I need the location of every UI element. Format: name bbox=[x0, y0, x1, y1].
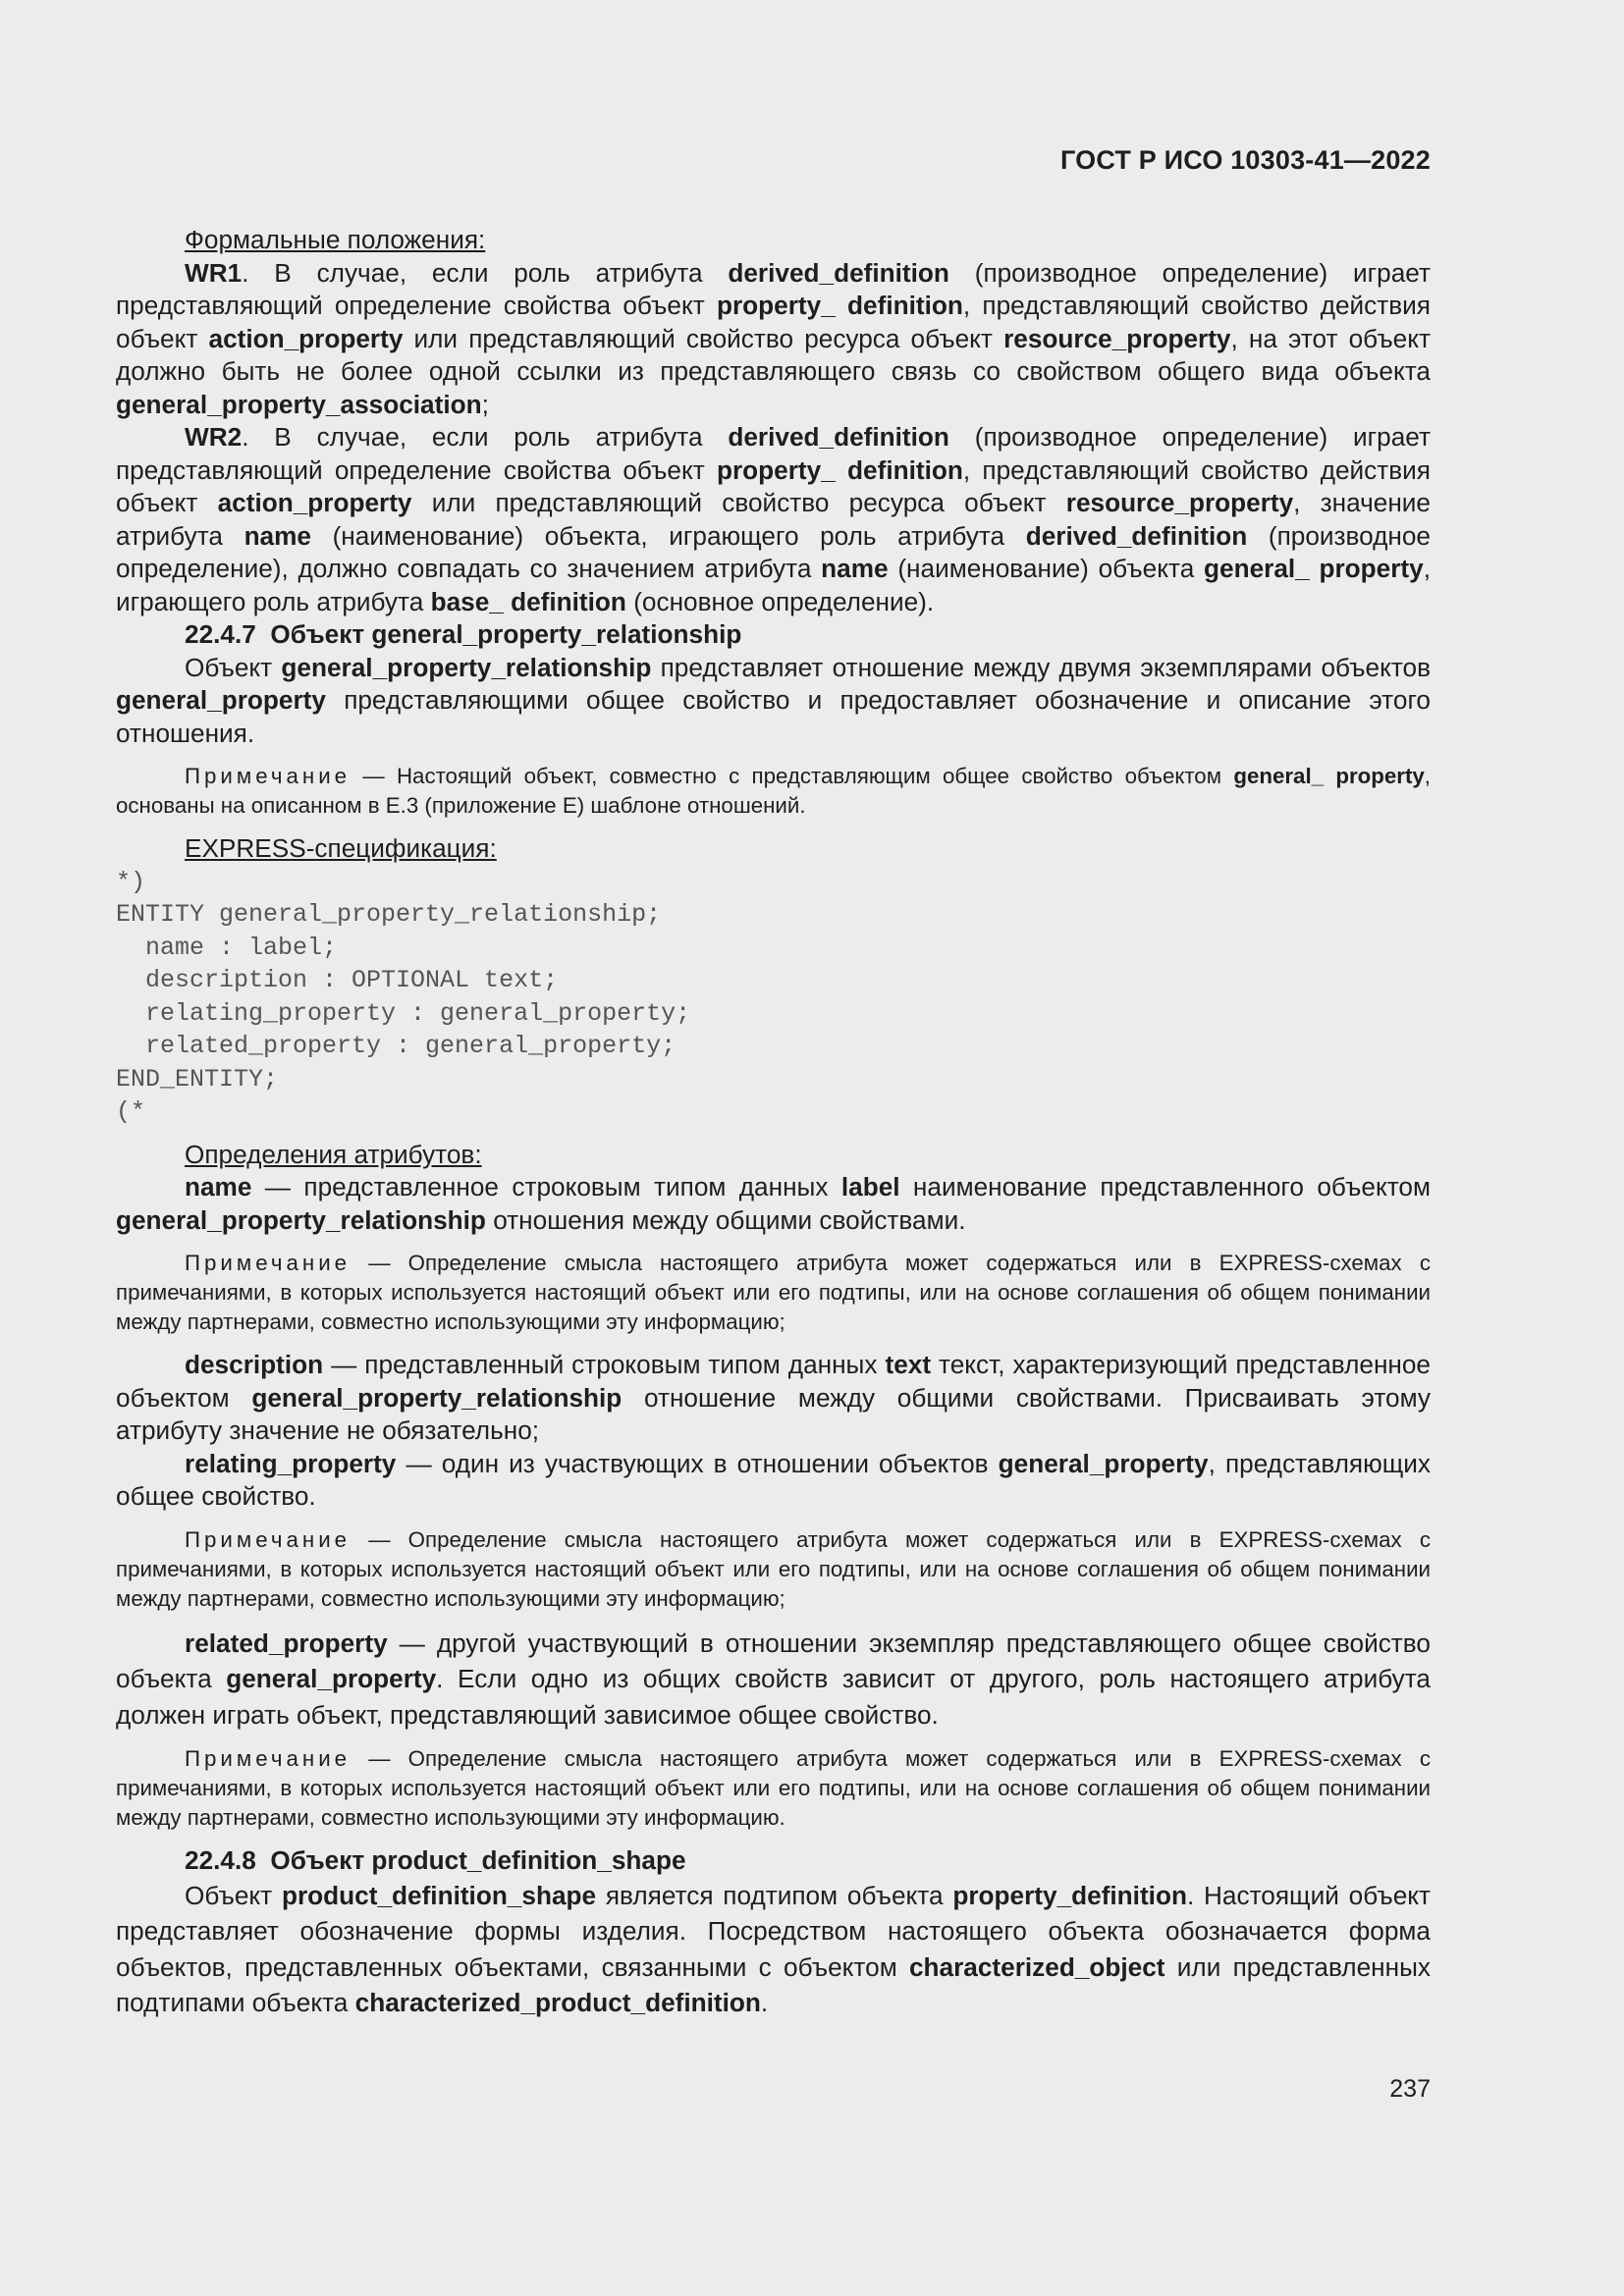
attr-description-paragraph bbox=[116, 1349, 1431, 1448]
bold-term: action_property bbox=[217, 488, 412, 517]
text-run: , значение атрибута bbox=[116, 488, 1431, 551]
text-run: наименование представленного объектом bbox=[899, 1172, 1431, 1201]
text-run: является подтипом объекта bbox=[596, 1880, 953, 1910]
bold-term: property_ definition bbox=[716, 291, 963, 320]
text-run: — другой участвующий в отношении экземпляр представляющего общее свойство объекта bbox=[116, 1628, 1431, 1693]
text-run: (наименование) объекта bbox=[888, 554, 1205, 583]
bold-term: characterized_object bbox=[908, 1951, 1165, 1982]
note-3: Примечание — Определение смысла настоящего атрибута может содержаться или в EXPRESS-схемах с примечаниями, в которых используется настоящий объект или его подтипы, или на основе соглашения об общем понимании между партнерами, совместно использующими эту информацию; bbox=[116, 1526, 1431, 1611]
text-run: или представляющий свойство ресурса объект bbox=[403, 323, 1004, 353]
bold-term: derived_definition bbox=[728, 422, 949, 452]
text-run: (производное определение) играет представляющий определение свойства объект bbox=[116, 422, 1431, 485]
text-run: , представляющих общее свойство. bbox=[116, 1448, 1431, 1511]
section-heading-2248: 22.4.8 Объект product_definition_shape bbox=[185, 1845, 686, 1875]
text-run: (производное определение), должно совпадать со значением атрибута bbox=[116, 520, 1431, 583]
text-run: . bbox=[760, 1988, 769, 2017]
note-1: Примечание — Настоящий объект, совместно с представляющим общее свойство объектом general_ property, основаны на описанном в Е.3 (приложение Е) шаблоне отношений. bbox=[116, 764, 1431, 818]
bold-term: product_definition_shape bbox=[281, 1880, 597, 1910]
text-run: . Если одно из общих свойств зависит от другого, роль настоящего атрибута должен играть объект, представляющий зависимое общее свойство. bbox=[116, 1664, 1431, 1730]
text-run: — Определение смысла настоящего атрибута может содержаться или в EXPRESS-схемах с примечаниями, в которых используется настоящий объект или его подтипы, или на основе соглашения об общем понимании между партнерами, совместно использующими эту информацию; bbox=[116, 1251, 1431, 1334]
bold-term: property_ definition bbox=[716, 454, 963, 485]
bold-term: WR2 bbox=[185, 422, 243, 452]
text-run: — представленное строковым типом данных bbox=[251, 1172, 841, 1201]
bold-term: description bbox=[185, 1350, 324, 1379]
bold-term: general_ property bbox=[1233, 764, 1425, 788]
text-run: — представленный строковым типом данных bbox=[323, 1350, 886, 1379]
bold-term: general_property_association bbox=[116, 389, 482, 419]
attr-name-paragraph bbox=[116, 1171, 1431, 1237]
bold-term: label bbox=[840, 1172, 900, 1201]
bold-term: relating_property bbox=[185, 1448, 397, 1478]
section-2247-intro bbox=[116, 652, 1431, 751]
bold-term: general_property bbox=[226, 1664, 437, 1693]
text-run: — один из участвующих в отношении объектов bbox=[396, 1448, 999, 1478]
bold-term: name bbox=[244, 520, 311, 551]
text-run: отношения между общими свойствами. bbox=[485, 1204, 966, 1235]
text-run: представляет отношение между двумя экземплярами объектов bbox=[651, 652, 1431, 682]
bold-term: general_property_relationship bbox=[116, 1204, 486, 1235]
text-run: , играющего роль атрибута bbox=[116, 554, 1431, 616]
text-run: Объект bbox=[185, 652, 282, 682]
bold-term: characterized_product_definition bbox=[354, 1988, 761, 2017]
bold-term: base_ definition bbox=[430, 586, 626, 616]
bold-term: related_property bbox=[185, 1628, 388, 1658]
attr-heading: Определения атрибутов: bbox=[185, 1139, 482, 1169]
wr1-paragraph bbox=[116, 257, 1431, 422]
attr-related-paragraph bbox=[116, 1626, 1431, 1734]
bold-term: name bbox=[185, 1172, 252, 1201]
express-heading: EXPRESS-спецификация: bbox=[185, 833, 497, 863]
text-run: или представленных подтипами объекта bbox=[116, 1951, 1431, 2017]
bold-term: action_property bbox=[208, 323, 404, 353]
attr-relating-paragraph bbox=[116, 1448, 1431, 1514]
text-run: Объект bbox=[185, 1880, 282, 1910]
text-run: текст, характеризующий представленное объектом bbox=[116, 1350, 1431, 1413]
bold-term: derived_definition bbox=[1025, 520, 1248, 551]
note-2: Примечание — Определение смысла настоящего атрибута может содержаться или в EXPRESS-схемах с примечаниями, в которых используется настоящий объект или его подтипы, или на основе соглашения об общем понимании между партнерами, совместно использующими эту информацию; bbox=[116, 1251, 1431, 1334]
text-run: — Настоящий объект, совместно с представляющим общее свойство объектом bbox=[351, 764, 1234, 788]
bold-term: resource_property bbox=[1003, 323, 1231, 353]
text-run: , представляющий свойство действия объект bbox=[116, 454, 1431, 517]
bold-term: name bbox=[821, 554, 889, 583]
text-run: (производное определение) играет представляющий определение свойства объект bbox=[116, 257, 1431, 320]
note-4: Примечание — Определение смысла настоящего атрибута может содержаться или в EXPRESS-схемах с примечаниями, в которых используется настоящий объект или его подтипы, или на основе соглашения об общем понимании между партнерами, совместно использующими эту информацию. bbox=[116, 1746, 1431, 1830]
page-content bbox=[116, 224, 1431, 2021]
formal-heading: Формальные положения: bbox=[185, 225, 486, 254]
bold-term: WR1 bbox=[185, 257, 243, 288]
text-run: — Определение смысла настоящего атрибута может содержаться или в EXPRESS-схемах с примечаниями, в которых используется настоящий объект или его подтипы, или на основе соглашения об общем понимании между партнерами, совместно использующими эту информацию. bbox=[116, 1746, 1431, 1830]
text-run: , на этот объект должно быть не более одной ссылки из представляющего связь со свойством общего вида объекта bbox=[116, 323, 1431, 386]
text-run: , основаны на описанном в Е.3 (приложение Е) шаблоне отношений. bbox=[116, 764, 1431, 818]
text-run: представляющими общее свойство и предоставляет обозначение и описание этого отношения. bbox=[116, 685, 1431, 748]
section-heading-2247: 22.4.7 Объект general_property_relationship bbox=[185, 619, 742, 649]
text-run: . Настоящий объект представляет обозначение формы изделия. Посредством настоящего объекта обозначается форма объектов, представленных объектами, связанными с объектом bbox=[116, 1880, 1432, 1982]
bold-term: text bbox=[885, 1350, 932, 1379]
bold-term: general_ property bbox=[1204, 554, 1424, 583]
bold-term: general_property bbox=[998, 1448, 1209, 1478]
bold-term: property_definition bbox=[952, 1880, 1187, 1910]
text-run: (наименование) объекта, играющего роль атрибута bbox=[310, 520, 1026, 551]
document-header: ГОСТ Р ИСО 10303-41—2022 bbox=[1060, 145, 1431, 175]
text-run: или представляющий свойство ресурса объект bbox=[411, 488, 1066, 517]
section-2248-body bbox=[116, 1878, 1431, 2021]
bold-term: general_property_relationship bbox=[251, 1382, 623, 1413]
bold-term: general_property bbox=[116, 685, 326, 715]
bold-term: resource_property bbox=[1065, 488, 1294, 517]
bold-term: derived_definition bbox=[728, 257, 949, 288]
page-number: 237 bbox=[1389, 2075, 1431, 2103]
express-code-block: *) ENTITY general_property_relationship; name : label; description : OPTIONAL text; relating_property : general_property; related_property : general_property; END_ENTITY; (* bbox=[116, 867, 691, 1126]
bold-term: general_property_relationship bbox=[281, 652, 652, 682]
text-run: (основное определение). bbox=[625, 586, 935, 616]
text-run: , представляющий свойство действия объект bbox=[116, 291, 1431, 353]
text-run: — Определение смысла настоящего атрибута может содержаться или в EXPRESS-схемах с примечаниями, в которых используется настоящий объект или его подтипы, или на основе соглашения об общем понимании между партнерами, совместно использующими эту информацию; bbox=[116, 1526, 1431, 1611]
text-run: . В случае, если роль атрибута bbox=[242, 422, 729, 452]
text-run: . В случае, если роль атрибута bbox=[242, 257, 729, 288]
text-run: отношение между общими свойствами. Присваивать этому атрибуту значение не обязательно; bbox=[116, 1382, 1431, 1445]
text-run: ; bbox=[481, 389, 489, 419]
wr2-paragraph bbox=[116, 421, 1431, 618]
